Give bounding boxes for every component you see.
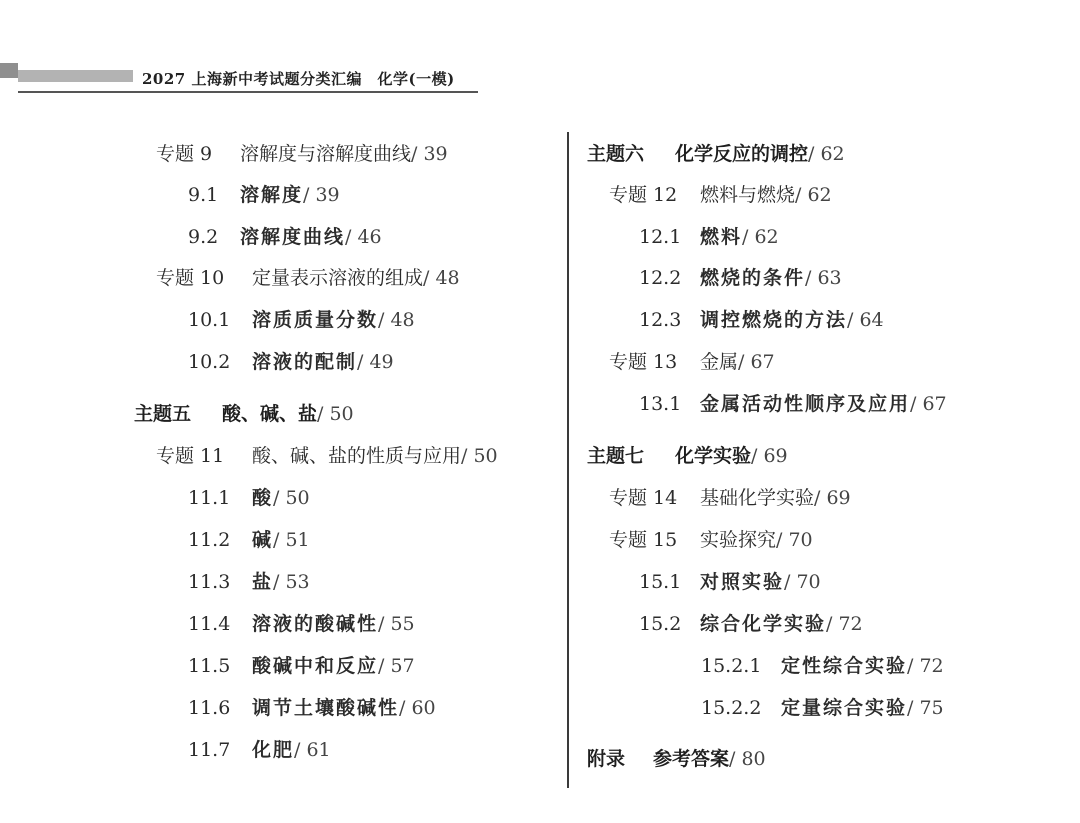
entry-page: / 50 — [273, 487, 310, 509]
entry-title: 基础化学实验 — [700, 487, 815, 509]
entry-title: 溶解度与溶解度曲线 — [240, 143, 412, 165]
entry-number: 主题五 — [134, 403, 192, 425]
toc-entry[interactable] — [188, 696, 436, 720]
entry-number: 专题 10 — [156, 267, 225, 289]
toc-entry[interactable] — [188, 308, 415, 332]
entry-number: 12.1 — [639, 226, 682, 248]
toc-entry[interactable] — [188, 528, 310, 552]
entry-page: / 72 — [907, 655, 944, 677]
entry-number: 专题 15 — [609, 529, 678, 551]
column-divider — [567, 132, 569, 788]
entry-page: / 50 — [317, 403, 354, 425]
toc-entry[interactable] — [188, 654, 415, 678]
entry-number: 10.1 — [188, 309, 231, 331]
entry-title: 实验探究 — [700, 529, 777, 551]
entry-title: 溶液的配制 — [252, 351, 358, 373]
toc-entry[interactable] — [188, 225, 382, 249]
entry-title: 燃料 — [700, 226, 743, 248]
entry-page: / 70 — [776, 529, 813, 551]
entry-title: 定性综合实验 — [781, 655, 908, 677]
entry-number: 9.1 — [188, 184, 219, 206]
entry-page: / 67 — [738, 351, 775, 373]
entry-number: 12.2 — [639, 267, 682, 289]
entry-page: / 69 — [814, 487, 851, 509]
entry-title: 酸 — [252, 487, 274, 509]
entry-title: 酸碱中和反应 — [252, 655, 379, 677]
entry-page: / 67 — [910, 393, 947, 415]
entry-title: 调控燃烧的方法 — [700, 309, 848, 331]
entry-number: 11.7 — [188, 739, 231, 761]
entry-page: / 57 — [378, 655, 415, 677]
toc-entry[interactable] — [639, 612, 863, 636]
entry-title: 盐 — [252, 571, 274, 593]
entry-number: 专题 11 — [156, 445, 225, 467]
header-bar — [18, 70, 133, 82]
toc-entry[interactable] — [609, 528, 813, 552]
toc-entry[interactable] — [188, 183, 340, 207]
entry-number: 11.2 — [188, 529, 231, 551]
entry-number: 15.2.2 — [701, 697, 762, 719]
entry-title: 化学实验 — [675, 445, 752, 467]
entry-page: / 75 — [907, 697, 944, 719]
toc-entry[interactable] — [188, 570, 310, 594]
entry-title: 酸、碱、盐的性质与应用 — [252, 445, 462, 467]
entry-page: / 62 — [808, 143, 845, 165]
entry-number: 专题 9 — [156, 143, 213, 165]
toc-entry[interactable] — [639, 570, 821, 594]
entry-number: 11.1 — [188, 487, 231, 509]
toc-topic[interactable] — [587, 142, 845, 166]
entry-page: / 48 — [423, 267, 460, 289]
entry-number: 11.3 — [188, 571, 231, 593]
entry-page: / 61 — [294, 739, 331, 761]
toc-entry[interactable] — [156, 444, 498, 468]
toc-entry[interactable] — [639, 225, 779, 249]
toc-entry[interactable] — [701, 654, 944, 678]
entry-number: 10.2 — [188, 351, 231, 373]
toc-entry[interactable] — [701, 696, 944, 720]
entry-number: 主题六 — [587, 143, 645, 165]
toc-entry[interactable] — [639, 266, 842, 290]
toc-entry[interactable] — [188, 350, 394, 374]
entry-number: 15.2.1 — [701, 655, 762, 677]
entry-title: 金属活动性顺序及应用 — [700, 393, 911, 415]
entry-page: / 51 — [273, 529, 310, 551]
header-title: 2027 上海新中考试题分类汇编 化学(一模) — [142, 70, 455, 88]
entry-page: / 50 — [461, 445, 498, 467]
entry-number: 专题 12 — [609, 184, 678, 206]
entry-page: / 80 — [729, 748, 766, 770]
entry-title: 定量表示溶液的组成 — [252, 267, 424, 289]
entry-number: 9.2 — [188, 226, 219, 248]
entry-page: / 55 — [378, 613, 415, 635]
entry-number: 专题 13 — [609, 351, 678, 373]
entry-page: / 48 — [378, 309, 415, 331]
entry-page: / 62 — [795, 184, 832, 206]
entry-title: 碱 — [252, 529, 274, 551]
toc-topic[interactable] — [587, 444, 788, 468]
entry-number: 11.5 — [188, 655, 231, 677]
entry-page: / 69 — [751, 445, 788, 467]
entry-title: 化肥 — [252, 739, 295, 761]
entry-title: 酸、碱、盐 — [222, 403, 318, 425]
entry-number: 15.2 — [639, 613, 682, 635]
entry-title: 溶液的酸碱性 — [252, 613, 379, 635]
toc-topic[interactable] — [134, 402, 354, 426]
toc-entry[interactable] — [609, 350, 775, 374]
entry-title: 调节土壤酸碱性 — [252, 697, 400, 719]
entry-number: 专题 14 — [609, 487, 678, 509]
entry-page: / 62 — [742, 226, 779, 248]
entry-title: 燃烧的条件 — [700, 267, 806, 289]
entry-number: 主题七 — [587, 445, 645, 467]
entry-page: / 53 — [273, 571, 310, 593]
entry-page: / 70 — [784, 571, 821, 593]
toc-entry[interactable] — [156, 266, 460, 290]
entry-number: 12.3 — [639, 309, 682, 331]
toc-entry[interactable] — [156, 142, 448, 166]
header-rule — [18, 91, 478, 93]
entry-page: / 72 — [826, 613, 863, 635]
toc-entry[interactable] — [188, 612, 415, 636]
entry-number: 15.1 — [639, 571, 682, 593]
header-tab — [0, 63, 18, 78]
entry-title: 溶质质量分数 — [252, 309, 379, 331]
entry-title: 溶解度曲线 — [240, 226, 346, 248]
entry-number: 11.6 — [188, 697, 231, 719]
entry-title: 综合化学实验 — [700, 613, 827, 635]
entry-title: 参考答案 — [653, 748, 730, 770]
entry-page: / 64 — [847, 309, 884, 331]
toc-entry[interactable] — [188, 738, 331, 762]
entry-number: 13.1 — [639, 393, 682, 415]
entry-title: 定量综合实验 — [781, 697, 908, 719]
entry-title: 溶解度 — [240, 184, 304, 206]
toc-topic[interactable] — [587, 747, 766, 771]
toc-entry[interactable] — [639, 392, 947, 416]
entry-title: 对照实验 — [700, 571, 785, 593]
entry-page: / 46 — [345, 226, 382, 248]
toc-entry[interactable] — [639, 308, 884, 332]
entry-page: / 60 — [399, 697, 436, 719]
entry-page: / 63 — [805, 267, 842, 289]
toc-entry[interactable] — [609, 486, 851, 510]
entry-number: 附录 — [587, 748, 626, 770]
toc-entry[interactable] — [609, 183, 832, 207]
entry-title: 金属 — [700, 351, 739, 373]
entry-title: 燃料与燃烧 — [700, 184, 796, 206]
toc-entry[interactable] — [188, 486, 310, 510]
entry-number: 11.4 — [188, 613, 231, 635]
entry-page: / 49 — [357, 351, 394, 373]
entry-page: / 39 — [303, 184, 340, 206]
entry-page: / 39 — [411, 143, 448, 165]
entry-title: 化学反应的调控 — [675, 143, 809, 165]
